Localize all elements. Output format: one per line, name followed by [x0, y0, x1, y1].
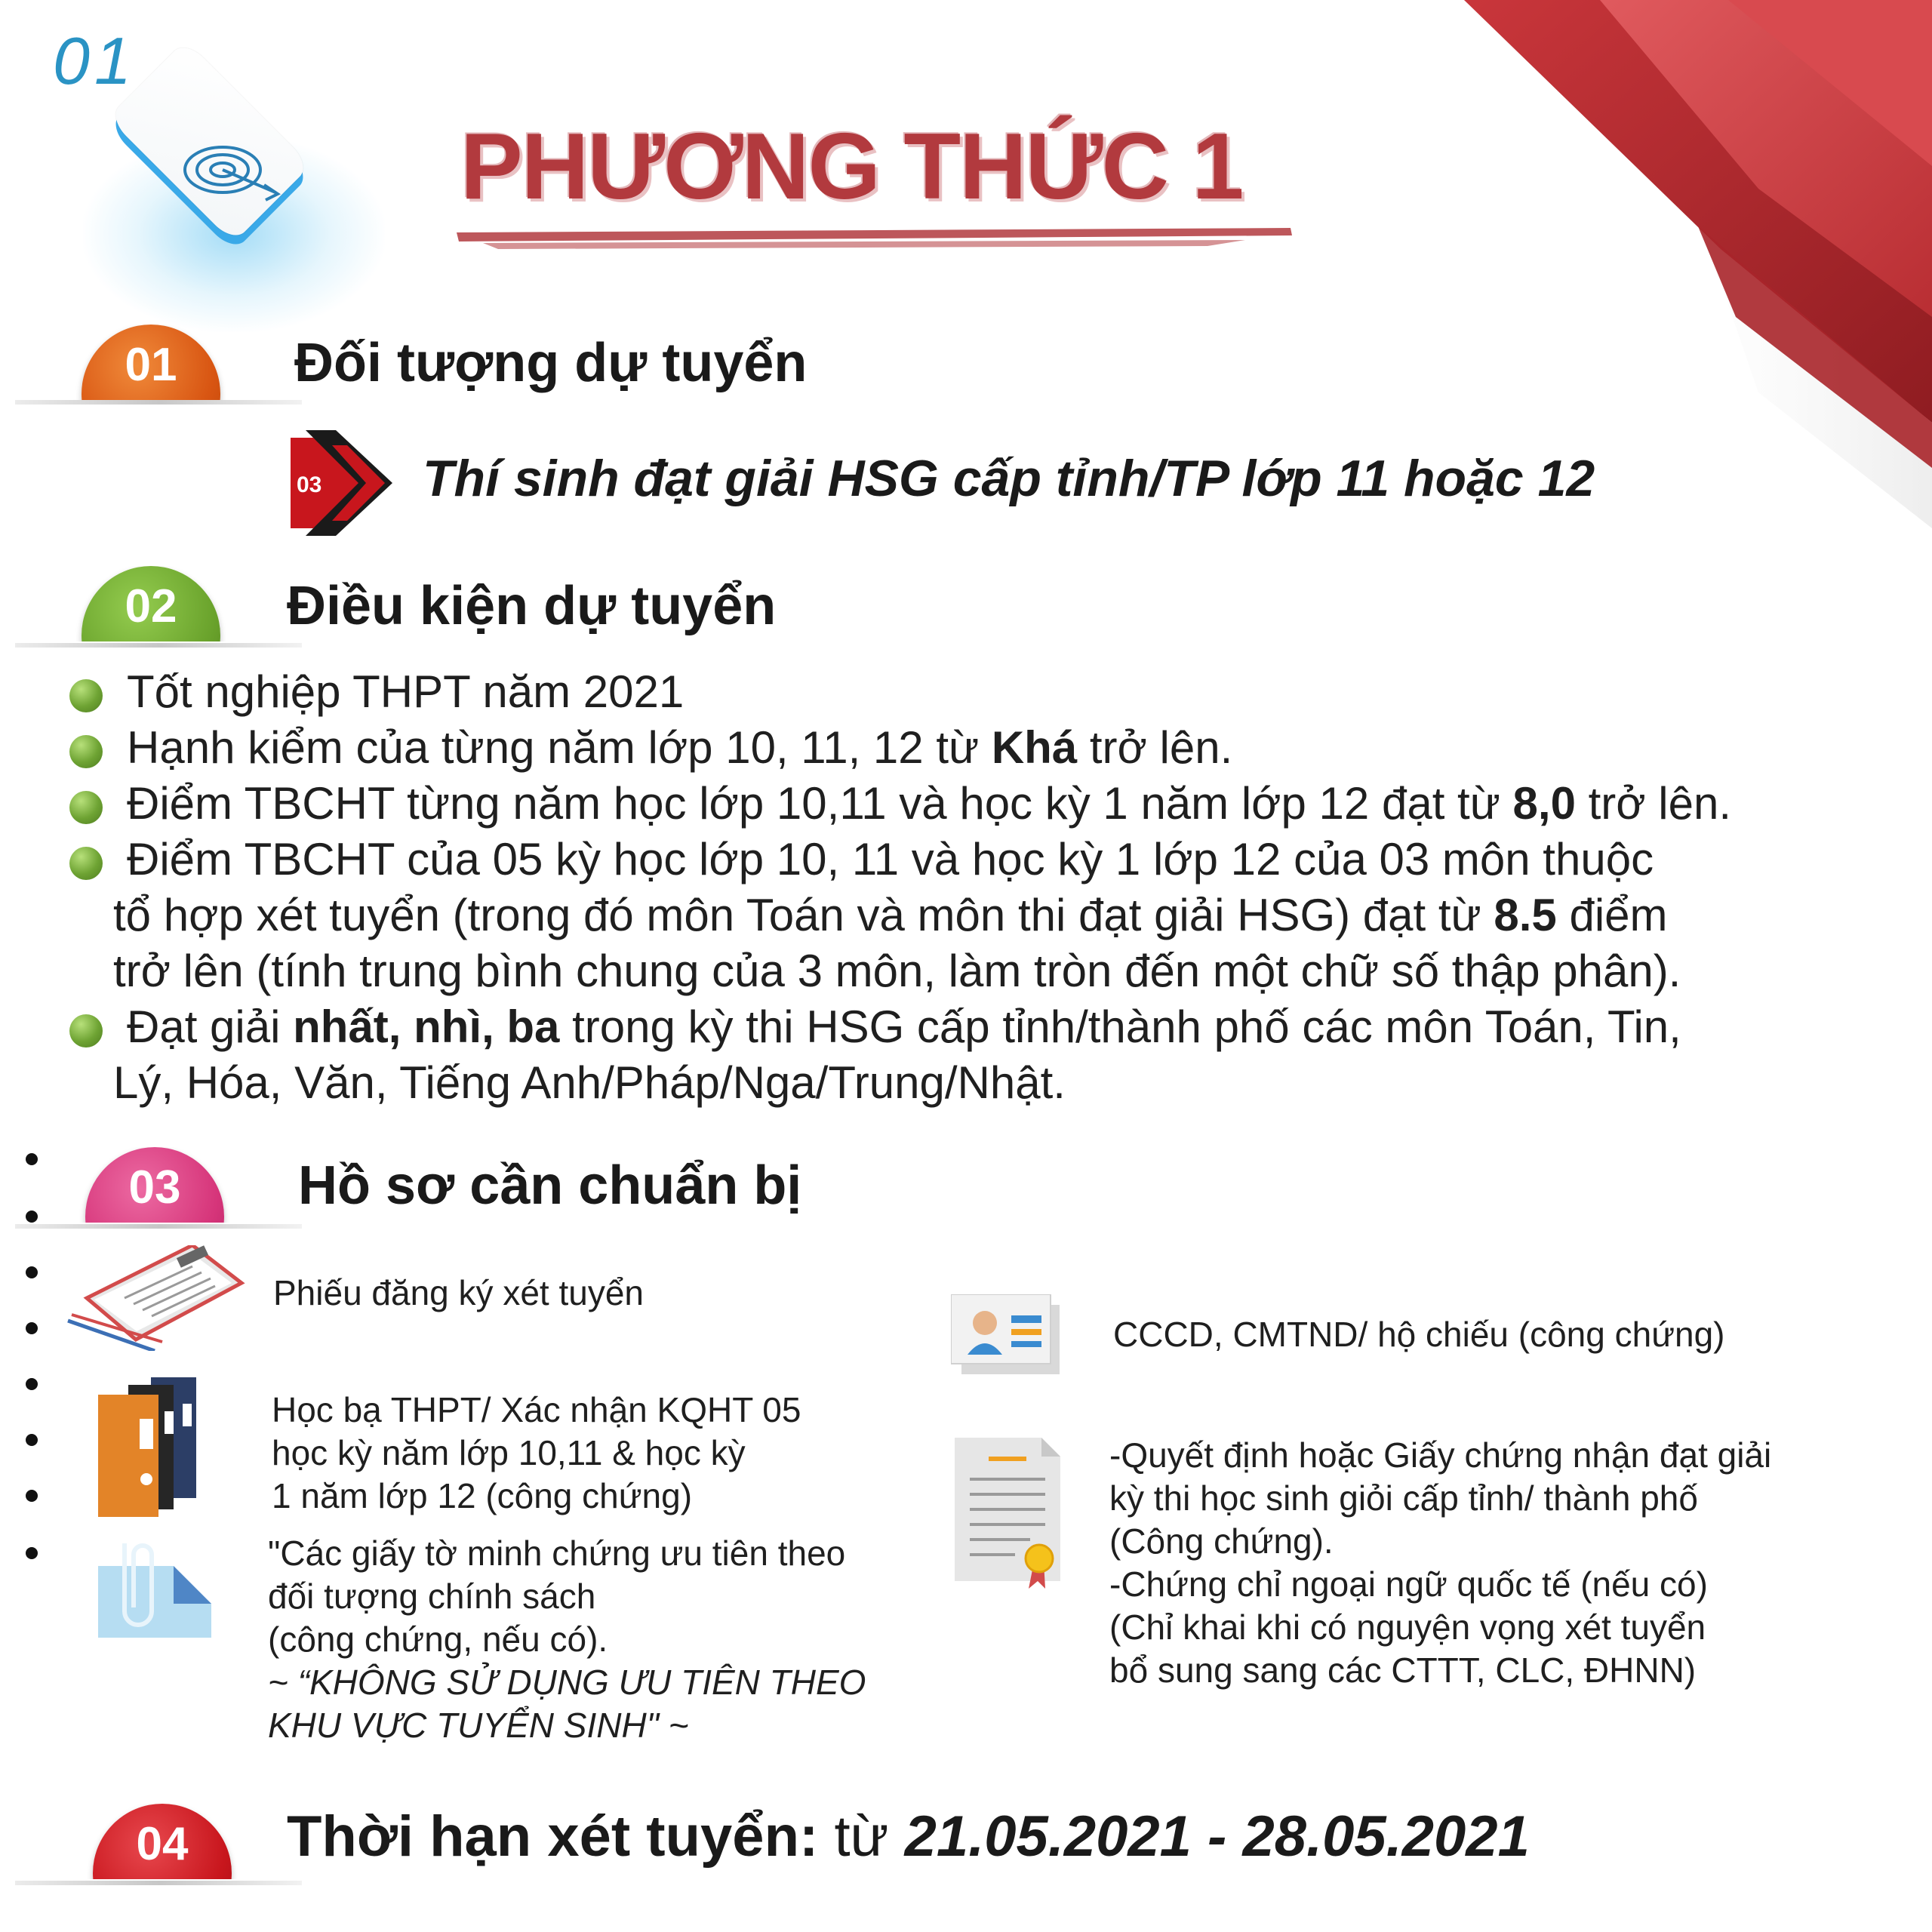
target-text: Thí sinh đạt giải HSG cấp tỉnh/TP lớp 11 hoặc 12 — [423, 450, 1595, 507]
condition-item-cont: Lý, Hóa, Văn, Tiếng Anh/Pháp/Nga/Trung/Nhật. — [113, 1057, 1066, 1108]
small-bullet — [26, 1322, 38, 1334]
binders-icon — [98, 1374, 219, 1517]
doc-form-text: Phiếu đăng ký xét tuyển — [273, 1273, 644, 1312]
condition-item: Tốt nghiệp THPT năm 2021 — [68, 664, 1917, 720]
target-icon — [181, 140, 287, 208]
small-bullet — [26, 1547, 38, 1559]
section-badge-04: 04 — [87, 1804, 238, 1879]
badge-shadow — [15, 1881, 302, 1885]
deadline: Thời hạn xét tuyển: từ 21.05.2021 - 28.05.2021 — [287, 1804, 1530, 1869]
condition-item-cont: tổ hợp xét tuyển (trong đó môn Toán và môn thi đạt giải HSG) đạt từ 8.5 điểm — [113, 890, 1668, 940]
condition-item-cont: trở lên (tính trung bình chung của 3 môn, làm tròn đến một chữ số thập phân). — [113, 946, 1681, 996]
main-title: PHƯƠNG THỨC 1 — [460, 115, 1243, 219]
doc-id-card-text: CCCD, CMTND/ hộ chiếu (công chứng) — [1113, 1315, 1725, 1354]
certificate-icon — [955, 1438, 1068, 1589]
conditions-list — [68, 664, 1917, 1111]
chevron-badge-label: 03 — [297, 472, 322, 497]
small-bullet — [26, 1211, 38, 1223]
id-card-icon — [951, 1294, 1064, 1377]
small-bullet — [26, 1490, 38, 1502]
small-bullet — [26, 1153, 38, 1165]
badge-shadow — [15, 643, 302, 648]
badge-shadow — [15, 400, 302, 405]
paperclip-document-icon — [98, 1536, 219, 1641]
small-bullet — [26, 1378, 38, 1390]
page-number: 01 — [53, 23, 136, 98]
section-heading-01: Đối tượng dự tuyển — [294, 333, 808, 393]
chevron-badge — [291, 430, 404, 536]
section-heading-02: Điều kiện dự tuyển — [287, 576, 777, 636]
condition-item: Đạt giải nhất, nhì, ba trong kỳ thi HSG cấp tỉnh/thành phố các môn Toán, Tin, — [68, 999, 1917, 1055]
badge-shadow — [15, 1224, 302, 1229]
condition-item: Điểm TBCHT của 05 kỳ học lớp 10, 11 và học kỳ 1 lớp 12 của 03 môn thuộc — [68, 832, 1917, 888]
doc-transcript-text: Học bạ THPT/ Xác nhận KQHT 05 học kỳ năm lớp 10,11 & học kỳ 1 năm lớp 12 (công chứng) — [272, 1390, 801, 1515]
section-badge-03: 03 — [79, 1147, 230, 1223]
doc-certificate-text: -Quyết định hoặc Giấy chứng nhận đạt giải kỳ thi học sinh giỏi cấp tỉnh/ thành phố (Công chứng). -Chứng chỉ ngoại ngữ quốc tế (nếu có) (Chỉ khai khi có nguyện vọng xét tuyển bổ sung sang các CTTT, CLC, ĐHNN) — [1109, 1435, 1772, 1690]
small-bullet — [26, 1266, 38, 1278]
condition-item: Hạnh kiểm của từng năm lớp 10, 11, 12 từ Khá trở lên. — [68, 720, 1917, 776]
condition-item: Điểm TBCHT từng năm học lớp 10,11 và học kỳ 1 năm lớp 12 đạt từ 8,0 trở lên. — [68, 776, 1917, 832]
small-bullet — [26, 1434, 38, 1446]
section-badge-01: 01 — [75, 325, 226, 400]
clipboard-form-icon — [64, 1245, 245, 1351]
section-badge-02: 02 — [75, 566, 226, 641]
section-heading-03: Hồ sơ cần chuẩn bị — [298, 1155, 802, 1216]
doc-priority-text: "Các giấy tờ minh chứng ưu tiên theo đối tượng chính sách (công chứng, nếu có). ~ “KHÔNG SỬ DỤNG ƯU TIÊN THEO KHU VỰC TUYỂN SINH" ~ — [268, 1534, 866, 1745]
